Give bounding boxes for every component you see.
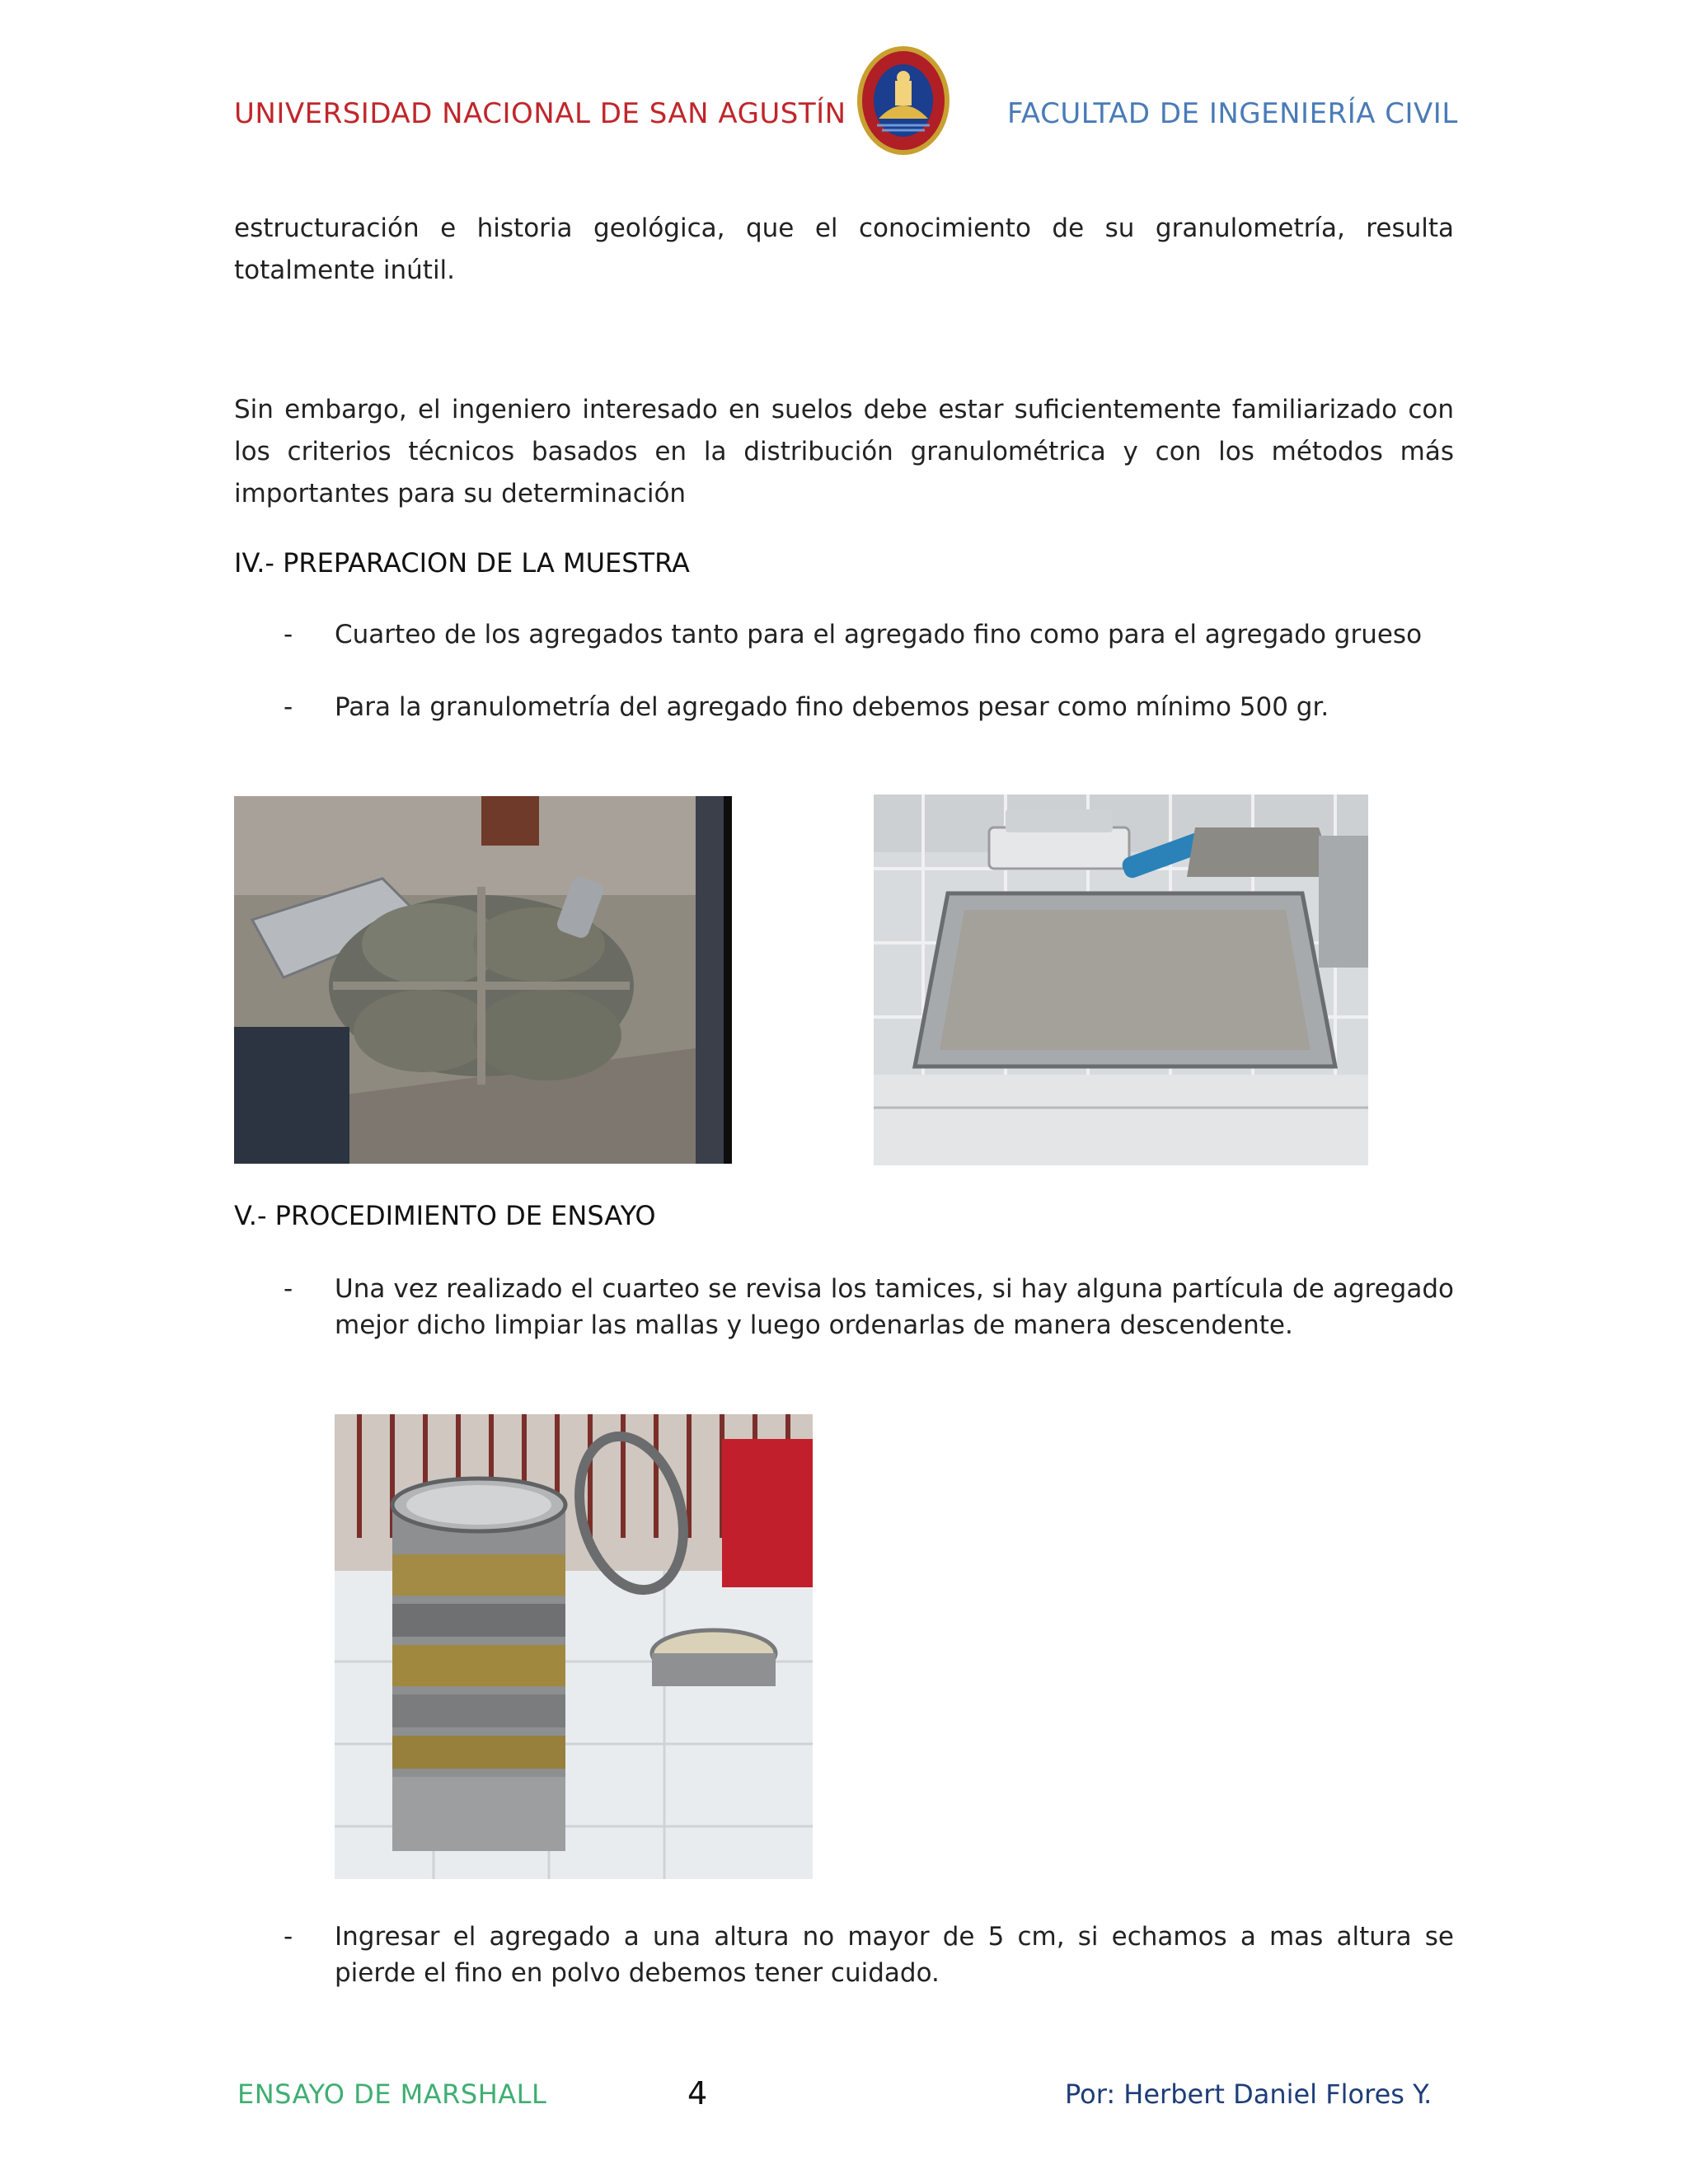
bullet-marker: - (284, 692, 293, 722)
bullet-item-tamices: Una vez realizado el cuarteo se revisa los tamices, si hay alguna partícula de agregado mejor dicho limpiar las mallas y luego ordenarlas de manera descendente. (335, 1274, 1454, 1340)
photo-tamices-apilados (335, 1414, 813, 1879)
bullet-item-cuarteo: Cuarteo de los agregados tanto para el agregado fino como para el agregado grueso (335, 620, 1423, 649)
photo-cuarteo-agregados (234, 796, 732, 1164)
university-seal-icon (854, 43, 953, 158)
page-number: 4 (687, 2075, 708, 2111)
bullet-marker: - (284, 620, 293, 649)
paragraph-intro: estructuración e historia geológica, que el conocimiento de su granulometría, resulta totalmente inútil. (234, 213, 1454, 285)
photo-agregado-fino-bandeja (874, 794, 1368, 1165)
bullet-marker: - (284, 1922, 293, 1952)
header-university: UNIVERSIDAD NACIONAL DE SAN AGUSTÍN (234, 97, 846, 130)
footer-title: ENSAYO DE MARSHALL (237, 2079, 547, 2110)
bullet-item-pesar: Para la granulometría del agregado fino debemos pesar como mínimo 500 gr. (335, 692, 1329, 722)
footer-author: Por: Herbert Daniel Flores Y. (1065, 2079, 1432, 2110)
bullet-item-ingresar: Ingresar el agregado a una altura no mayor de 5 cm, si echamos a mas altura se pierde el fino en polvo debemos tener cuidado. (335, 1922, 1454, 1988)
header-faculty: FACULTAD DE INGENIERÍA CIVIL (1007, 97, 1458, 130)
section-heading-procedimiento: V.- PROCEDIMIENTO DE ENSAYO (234, 1200, 656, 1231)
paragraph-main: Sin embargo, el ingeniero interesado en suelos debe estar suficientemente familiarizado con los criterios técnicos basados en la distribución granulométrica y con los métodos más importantes para su determinación (234, 395, 1454, 509)
bullet-marker: - (284, 1274, 293, 1304)
section-heading-preparacion: IV.- PREPARACION DE LA MUESTRA (234, 547, 690, 579)
